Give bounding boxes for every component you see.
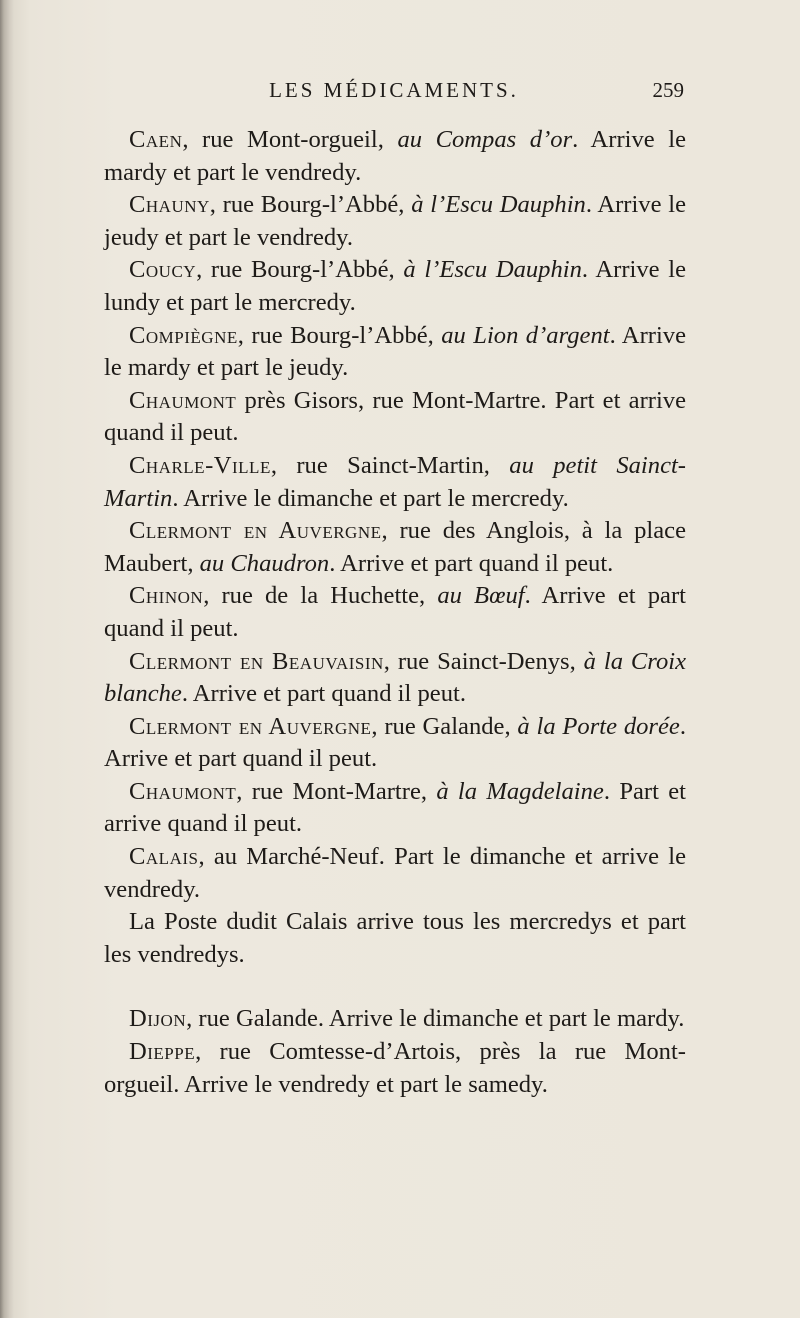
entry-text: . Part et arrive quand il peut. [104,777,686,838]
page-header [104,78,684,108]
entry-text: . Arrive et part quand il peut. [104,582,686,642]
inn-sign: au Compas d’or [397,126,573,153]
entry-text: , rue Bourg-l’Abbé, [237,321,442,349]
inn-sign: à la Croix blanche [104,647,686,708]
place-name: Charle-Ville [129,451,271,479]
inn-sign: au petit Sainct-Martin [104,451,687,512]
entry-text: , rue Galande. Arrive le dimanche et part le mardy. [186,1005,685,1033]
entry-text: . Arrive le mardy et part le vendredy. [104,126,686,186]
entry-paragraph [104,841,686,906]
entry-text: près Gisors, rue Mont-Martre. Part et arrive quand il peut. [104,386,686,447]
place-name: Caen [129,126,183,153]
entry-text: . Arrive le jeudy et part le vendredy. [104,191,686,251]
entry-text: , au Marché-Neuf. Part le dimanche et arrive le vendredy. [104,843,686,903]
entry-text: , rue Galande, [371,712,518,740]
entry-text: . Arrive le dimanche et part le mercredy. [172,484,569,512]
page-number: 259 [652,78,684,102]
place-name: Clermont en Auvergne [129,712,372,740]
inn-sign: à la Porte dorée [517,712,680,740]
entry-text: . Arrive et part quand il peut. [104,712,686,773]
entry-text: . Arrive le lundy et part le mercredy. [104,256,686,316]
entry-paragraph [104,580,686,645]
place-name: Chauny [129,191,210,219]
entry-text: , rue Comtesse-d’Artois, près la rue Mont-orgueil. Arrive le vendredy et part le samedy. [104,1038,686,1098]
entry-text: . Arrive et part quand il peut. [181,680,466,708]
entry-paragraph [104,254,686,319]
entry-paragraph [104,189,686,254]
place-name: Clermont en Beauvaisin [129,647,384,675]
entry-paragraph [104,124,686,189]
inn-sign: au Chaudron [199,549,330,577]
place-name: Calais [129,843,199,871]
place-name: Compiègne [129,321,238,349]
inn-sign: à l’Escu Dauphin [411,191,586,219]
entry-text: , rue Sainct-Martin, [270,451,510,479]
entry-text: , rue Bourg-l’Abbé, [209,191,412,219]
place-name: Chaumont [129,777,237,805]
entry-text: . Arrive et part quand il peut. [329,549,614,577]
entry-paragraph [104,1003,686,1036]
place-name: Coucy [129,256,197,284]
place-name: Clermont en Auvergne [129,517,382,545]
entry-paragraph [104,646,686,711]
entry-text: La Poste dudit Calais arrive tous les mercredys et part les vendredys. [104,908,686,968]
inn-sign: au Bœuf [437,582,525,610]
entry-paragraph [104,776,686,841]
entry-text: , rue des Anglois, à la place Maubert, [104,517,686,577]
entry-text: , rue Sainct-Denys, [383,647,584,675]
inn-sign: au Lion d’argent [441,321,610,349]
entry-paragraph [104,450,686,515]
entry-text: , rue de la Huchette, [203,582,438,610]
entry-paragraph [104,1036,686,1101]
running-title: LES MÉDICAMENTS. [269,78,519,102]
entry-paragraph [104,711,686,776]
entry-text: , rue Mont-orgueil, [182,126,398,153]
binding-gutter [0,0,14,1318]
entry-paragraph [104,515,686,580]
entry-text: , rue Mont-Martre, [236,777,437,805]
entry-paragraph [104,906,686,971]
body-text [104,124,686,1101]
entry-paragraph [104,320,686,385]
entry-text: , rue Bourg-l’Abbé, [196,256,404,284]
entry-paragraph [104,385,686,450]
place-name: Chinon [129,582,204,610]
place-name: Dieppe [129,1038,196,1066]
place-name: Chaumont [129,386,237,414]
entry-text: . Arrive le mardy et part le jeudy. [104,321,686,382]
place-name: Dijon [129,1005,187,1033]
inn-sign: à la Magdelaine [436,777,604,805]
inn-sign: à l’Escu Dauphin [403,256,582,284]
